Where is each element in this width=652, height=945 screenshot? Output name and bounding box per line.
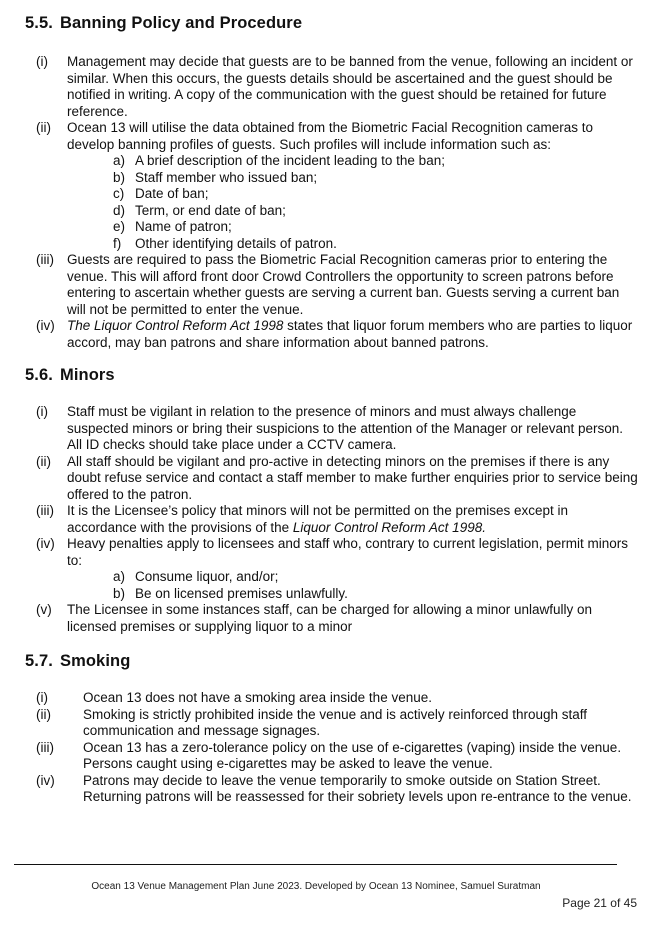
- sub-marker: d): [113, 202, 126, 218]
- item-text: Ocean 13 has a zero-tolerance policy on the use of e-cigarettes (vaping) inside the venue. Persons caught using e-cigarettes may be asked to leave the venue.: [83, 739, 622, 771]
- sub-text: Name of patron;: [135, 219, 232, 234]
- list-item: [36, 454, 638, 504]
- banning-list: [36, 54, 638, 351]
- section-heading-smoking: [25, 652, 130, 671]
- item-marker: (ii): [36, 453, 51, 469]
- page-number: Page 21 of 45: [562, 896, 637, 910]
- item-text: All staff should be vigilant and pro-active in detecting minors on the premises if there is any doubt refuse service and contact a staff member to make further enquiries prior to service being offered to the patron.: [67, 453, 638, 502]
- section-title: Smoking: [60, 652, 131, 670]
- sub-marker: a): [113, 569, 126, 584]
- sub-text: Date of ban;: [135, 186, 209, 201]
- item-marker: (v): [36, 602, 52, 617]
- item-text: Smoking is strictly prohibited inside the venue and is actively reinforced through staff communication and message signages.: [83, 706, 588, 738]
- item-text: The Licensee in some instances staff, can be charged for allowing a minor unlawfully on licensed premises or supplying liquor to a minor: [67, 602, 593, 634]
- item-marker: (i): [36, 690, 48, 705]
- footer-text: Ocean 13 Venue Management Plan June 2023. Developed by Ocean 13 Nominee, Samuel Suratman: [91, 881, 541, 892]
- item-marker: (iii): [36, 503, 54, 518]
- item-marker: (iv): [36, 536, 55, 551]
- item-text: Staff must be vigilant in relation to the presence of minors and must always challenge suspected minors or bring their suspicions to the attention of the Manager or relevant person. All ID checks should take place under a CCTV camera.: [67, 404, 624, 452]
- sub-text: Other identifying details of patron.: [135, 235, 337, 251]
- item-text: Patrons may decide to leave the venue temporarily to smoke outside on Station Street. Returning patrons will be reassessed for their sobriety levels upon re-entrance to the venue.: [83, 772, 632, 804]
- sub-text: A brief description of the incident leading to the ban;: [135, 153, 445, 168]
- item-text: Heavy penalties apply to licensees and staff who, contrary to current legislation, permit minors to:: [67, 536, 629, 568]
- sub-marker: f): [113, 235, 122, 251]
- sub-item: [113, 170, 638, 187]
- item-text: states that liquor forum members who are parties to liquor accord, may ban patrons and share information about banned patrons.: [67, 318, 633, 350]
- act-name: The Liquor Control Reform Act 1998: [67, 318, 284, 333]
- item-marker: (iv): [36, 772, 55, 788]
- sub-marker: c): [113, 186, 125, 201]
- item-text: It is the Licensee’s policy that minors will not be permitted on the premises except in accordance with the provisions of the: [67, 503, 568, 535]
- section-heading-banning: [25, 14, 302, 33]
- item-text: Ocean 13 will utilise the data obtained from the Biometric Facial Recognition cameras to develop banning profiles of guests. Such profiles will include information such as:: [67, 120, 594, 152]
- sub-item: [113, 586, 638, 603]
- list-item: [36, 252, 638, 318]
- list-item: [36, 707, 638, 740]
- list-item: [36, 602, 638, 635]
- section-number: 5.7.: [25, 652, 53, 670]
- sub-text: Consume liquor, and/or;: [135, 569, 279, 584]
- list-item: [36, 740, 638, 773]
- sub-marker: e): [113, 219, 126, 234]
- sub-item: [113, 186, 638, 203]
- item-marker: (i): [36, 54, 48, 69]
- section-number: 5.6.: [25, 366, 53, 384]
- sub-marker: a): [113, 153, 126, 168]
- list-item: [36, 318, 638, 351]
- section-heading-minors: [25, 366, 115, 385]
- list-item: [36, 404, 638, 454]
- list-item: [36, 54, 638, 120]
- sub-text: Term, or end date of ban;: [135, 202, 286, 218]
- sub-list: [67, 569, 638, 602]
- footer-divider: [14, 864, 617, 865]
- item-marker: (i): [36, 404, 48, 419]
- sub-item: [113, 219, 638, 236]
- item-marker: (iv): [36, 318, 55, 333]
- section-title: Banning Policy and Procedure: [60, 14, 303, 32]
- section-title: Minors: [60, 366, 115, 384]
- item-marker: (iii): [36, 252, 54, 267]
- sub-item: [113, 569, 638, 586]
- sub-text: Be on licensed premises unlawfully.: [135, 585, 348, 601]
- list-item: [36, 503, 638, 536]
- sub-marker: b): [113, 169, 126, 185]
- item-text: Management may decide that guests are to be banned from the venue, following an incident or similar. When this occurs, the guests details should be ascertained and the guest should be notified in writing. A copy of the communication with the guest should be retained for future reference.: [67, 54, 633, 119]
- sub-item: [113, 236, 638, 253]
- sub-list: [67, 153, 638, 252]
- list-item: [36, 536, 638, 602]
- item-text: Guests are required to pass the Biometric Facial Recognition cameras prior to entering the venue. This will afford front door Crowd Controllers the opportunity to screen patrons before entering to ascertain whether guests are serving a current ban. Guests serving a current ban will not be permitted to enter the venue.: [67, 252, 620, 317]
- sub-item: [113, 203, 638, 220]
- section-number: 5.5.: [25, 14, 53, 32]
- act-name: Liquor Control Reform Act 1998.: [292, 519, 486, 535]
- minors-list: [36, 404, 638, 635]
- sub-text: Staff member who issued ban;: [135, 169, 318, 185]
- item-marker: (iii): [36, 739, 54, 755]
- list-item: [36, 773, 638, 806]
- item-marker: (ii): [36, 120, 51, 135]
- sub-item: [113, 153, 638, 170]
- item-text: Ocean 13 does not have a smoking area inside the venue.: [83, 690, 432, 705]
- item-marker: (ii): [36, 706, 51, 722]
- list-item: [36, 690, 638, 707]
- smoking-list: [36, 690, 638, 806]
- sub-marker: b): [113, 585, 126, 601]
- list-item: [36, 120, 638, 252]
